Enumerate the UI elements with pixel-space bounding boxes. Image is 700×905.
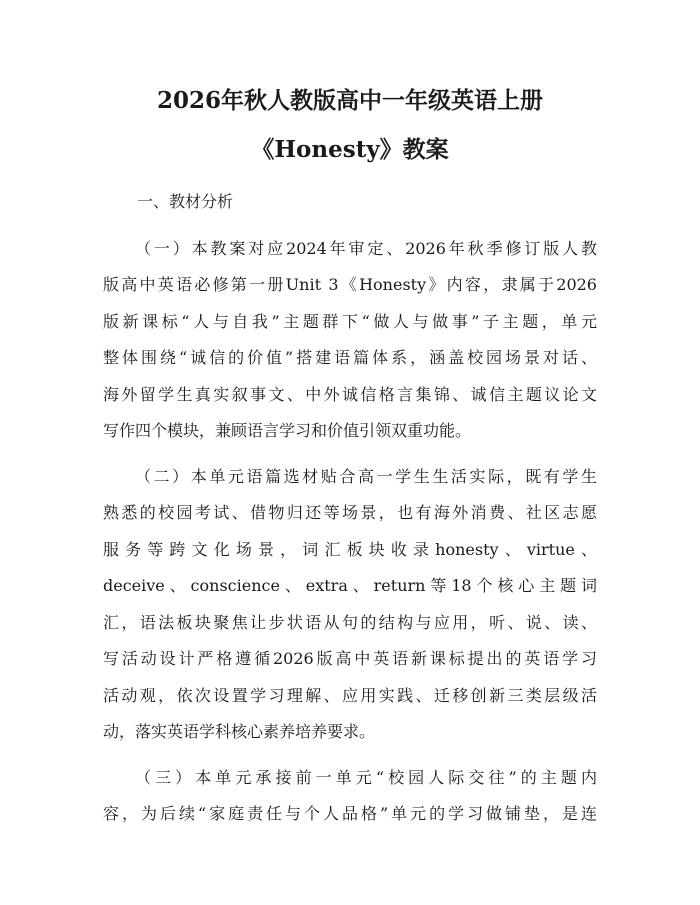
section-heading-textbook-analysis: 一、教材分析 — [137, 192, 234, 211]
document-subtitle: 《Honesty》教案 — [251, 136, 449, 163]
paragraph-line: 版新课标“人与自我”主题群下“做人与做事”子主题，单元 — [103, 312, 597, 331]
paragraph-line: 服务等跨文化场景，词汇板块收录honesty、virtue、 — [103, 540, 597, 559]
paragraph-line: （三）本单元承接前一单元“校园人际交往”的主题内 — [135, 768, 597, 787]
paragraph-line: 熟悉的校园考试、借物归还等场景，也有海外消费、社区志愿 — [103, 503, 597, 522]
paragraph-line: 写作四个模块，兼顾语言学习和价值引领双重功能。 — [103, 421, 472, 440]
paragraph-line: 汇，语法板块聚焦让步状语从句的结构与应用，听、说、读、 — [103, 613, 597, 632]
paragraph-line: （一）本教案对应2024年审定、2026年秋季修订版人教 — [135, 239, 597, 258]
paragraph-line: 动，落实英语学科核心素养培养要求。 — [103, 722, 376, 741]
paragraph-line: 容，为后续“家庭责任与个人品格”单元的学习做铺垫，是连 — [103, 804, 597, 823]
paragraph-line: （二）本单元语篇选材贴合高一学生生活实际，既有学生 — [135, 467, 597, 486]
paragraph-line: deceive、conscience、extra、return等18个核心主题词 — [103, 576, 597, 595]
document-title: 2026年秋人教版高中一年级英语上册 — [156, 87, 543, 114]
paragraph-line: 版高中英语必修第一册Unit 3《Honesty》内容，隶属于2026 — [103, 275, 597, 294]
paragraph-line: 整体围绕“诚信的价值”搭建语篇体系，涵盖校园场景对话、 — [103, 348, 597, 367]
paragraph-line: 活动观，依次设置学习理解、应用实践、迁移创新三类层级活 — [103, 686, 597, 705]
paragraph-line: 海外留学生真实叙事文、中外诚信格言集锦、诚信主题议论文 — [103, 385, 597, 404]
paragraph-line: 写活动设计严格遵循2026版高中英语新课标提出的英语学习 — [103, 649, 597, 668]
